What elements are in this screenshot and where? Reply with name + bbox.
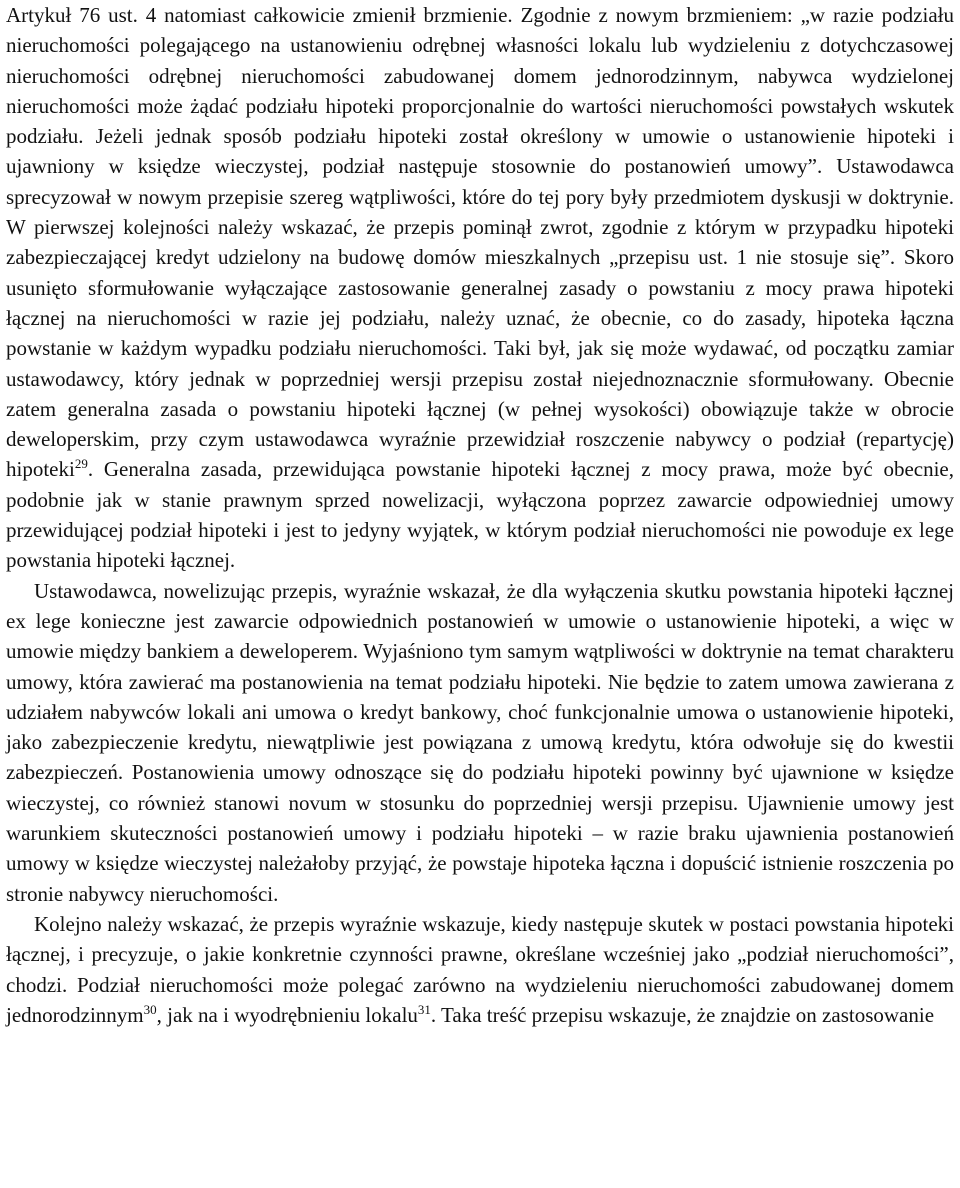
paragraph-1 bbox=[6, 0, 954, 576]
text-run: . Taka treść przepisu wskazuje, że znajdzie on zastosowanie bbox=[430, 1002, 935, 1027]
text-run: . Generalna zasada, przewidująca powstanie hipoteki łącznej z mocy prawa, może być obecnie, podobnie jak w stanie prawnym sprzed nowelizacji, wyłączona poprzez zawarcie odpowiedniej umowy przewidującej podział hipoteki i jest to jedyny wyjątek, w którym podział nieruchomości nie powoduje ex lege powstania hipoteki łącznej. bbox=[6, 457, 954, 573]
footnote-marker: 30 bbox=[143, 1001, 157, 1017]
text-run: Kolejno należy wskazać, że przepis wyraźnie wskazuje, kiedy następuje skutek w postaci powstania hipoteki łącznej, i precyzuje, o jakie konkretnie czynności prawne, określane wcześniej jako „podział nieruchomości”, chodzi. Podział nieruchomości może polegać zarówno na wydzieleniu nieruchomości zabudowanej domem jednorodzinnym bbox=[6, 911, 954, 1027]
paragraph-2 bbox=[6, 576, 954, 909]
text-run: , jak na i wyodrębnieniu lokalu bbox=[156, 1002, 418, 1027]
text-run: Artykuł 76 ust. 4 natomiast całkowicie zmienił brzmienie. Zgodnie z nowym brzmieniem: „w razie podziału nieruchomości polegającego na ustanowieniu odrębnej własności lokalu lub wydzieleniu z dotychczasowej nieruchomości odrębnej nieruchomości zabudowanej domem jednorodzinnym, nabywca wydzielonej nieruchomości może żądać podziału hipoteki proporcjonalnie do wartości nieruchomości powstałych wskutek podziału. Jeżeli jednak sposób podziału hipoteki został określony w umowie o ustanowienie hipoteki i ujawniony w księdze wieczystej, podział następuje stosownie do postanowień umowy”. Ustawodawca sprecyzował w nowym przepisie szereg wątpliwości, które do tej pory były przedmiotem dyskusji w doktrynie. W pierwszej kolejności należy wskazać, że przepis pominął zwrot, zgodnie z którym w przypadku hipoteki zabezpieczającej kredyt udzielony na budowę domów mieszkalnych „przepisu ust. 1 nie stosuje się”. Skoro usunięto sformułowanie wyłączające zastosowanie generalnej zasady o powstaniu z mocy prawa hipoteki łącznej na nieruchomości w razie jej podziału, należy uznać, że obecnie, co do zasady, hipoteka łączna powstanie w każdym wypadku podziału nieruchomości. Taki był, jak się może wydawać, od początku zamiar ustawodawcy, który jednak w poprzedniej wersji przepisu został niejednoznacznie sformułowany. Obecnie zatem generalna zasada o powstaniu hipoteki łącznej (w pełnej wysokości) obowiązuje także w obrocie deweloperskim, przy czym ustawodawca wyraźnie przewidział roszczenie nabywcy o podział (repartycję) hipoteki bbox=[6, 3, 954, 482]
footnote-marker: 29 bbox=[74, 456, 88, 472]
paragraph-3 bbox=[6, 909, 954, 1030]
footnote-marker: 31 bbox=[417, 1001, 431, 1017]
text-run: Ustawodawca, nowelizując przepis, wyraźnie wskazał, że dla wyłączenia skutku powstania hipoteki łącznej ex lege konieczne jest zawarcie odpowiednich postanowień w umowie o ustanowienie hipoteki, a więc w umowie między bankiem a deweloperem. Wyjaśniono tym samym wątpliwości w doktrynie na temat charakteru umowy, która zawierać ma postanowienia na temat podziału hipoteki. Nie będzie to zatem umowa zawierana z udziałem nabywców lokali ani umowa o kredyt bankowy, choć funkcjonalnie umowa o ustanowienie hipoteki, jako zabezpieczenie kredytu, niewątpliwie jest powiązana z umową kredytu, która odwołuje się do kwestii zabezpieczeń. Postanowienia umowy odnoszące się do podziału hipoteki powinny być ujawnione w księdze wieczystej, co również stanowi novum w stosunku do poprzedniej wersji przepisu. Ujawnienie umowy jest warunkiem skuteczności postanowień umowy i podziału hipoteki – w razie braku ujawnienia postanowień umowy w księdze wieczystej należałoby przyjąć, że powstaje hipoteka łączna i dopuścić istnienie roszczenia po stronie nabywcy nieruchomości. bbox=[6, 578, 954, 906]
